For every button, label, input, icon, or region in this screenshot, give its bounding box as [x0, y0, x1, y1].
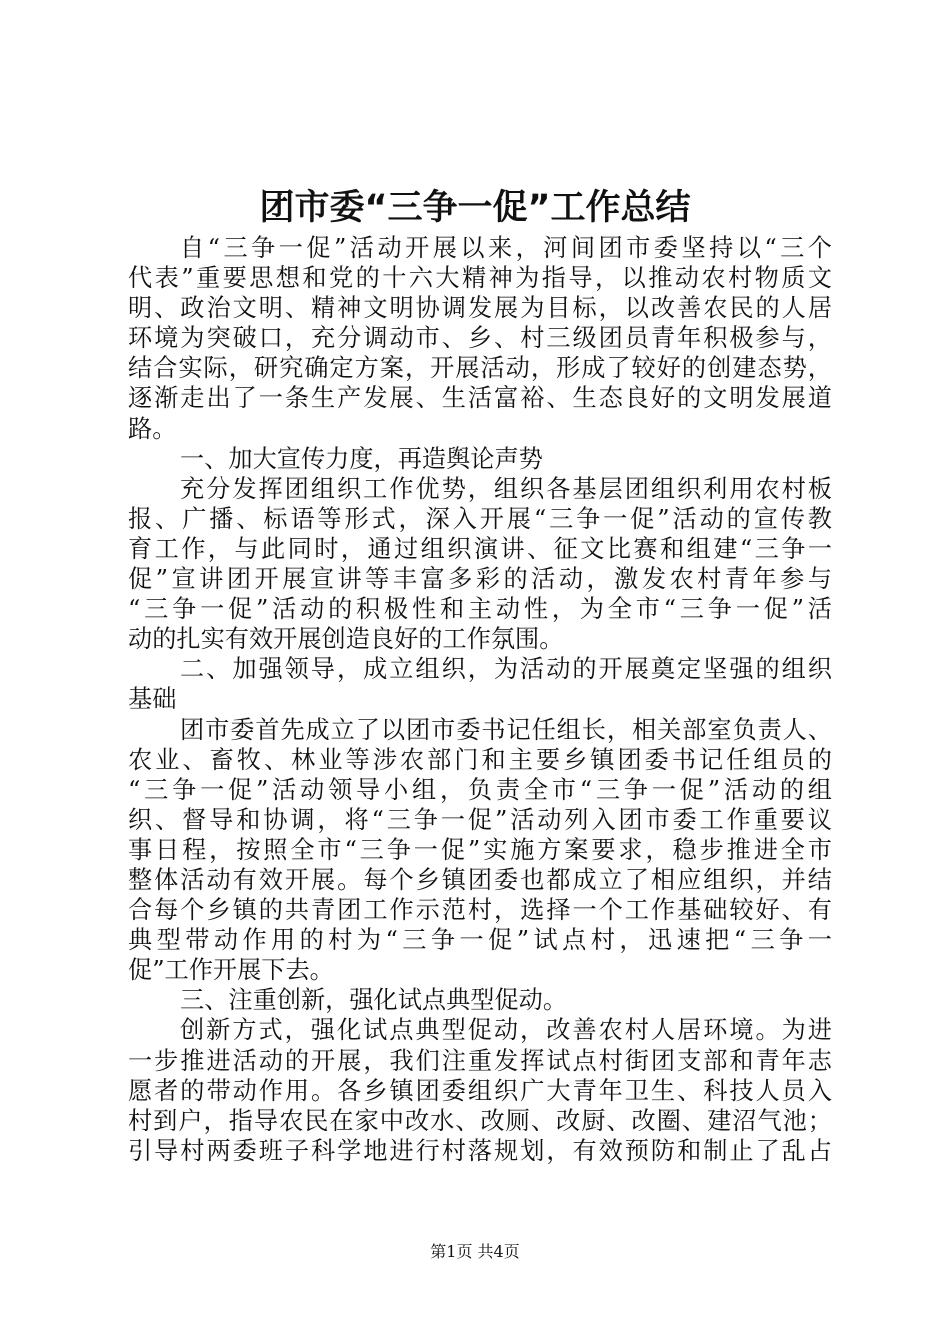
text-line: 报、广播、标语等形式，深入开展“三争一促”活动的宣传教	[128, 504, 832, 533]
text-line: 引导村两委班子科学地进行村落规划，有效预防和制止了乱占	[128, 1136, 832, 1165]
text-line: 一步推进活动的开展，我们注重发挥试点村街团支部和青年志	[128, 1046, 832, 1075]
text-line: 环境为突破口，充分调动市、乡、村三级团员青年积极参与，	[128, 324, 832, 353]
text-line: 愿者的带动作用。各乡镇团委组织广大青年卫生、科技人员入	[128, 1076, 832, 1105]
text-line: 基础	[128, 685, 177, 714]
document-body	[128, 233, 832, 1166]
page-footer: 第1页 共4页	[430, 1242, 520, 1261]
text-line: 织、督导和协调，将“三争一促”活动列入团市委工作重要议	[128, 805, 832, 834]
text-line: 合每个乡镇的共青团工作示范村，选择一个工作基础较好、有	[128, 896, 832, 925]
text-line: 逐渐走出了一条生产发展、生活富裕、生态良好的文明发展道	[128, 384, 832, 413]
text-line: 路。	[128, 414, 177, 443]
text-line: 结合实际，研究确定方案，开展活动，形成了较好的创建态势，	[128, 354, 832, 383]
text-line: 促”宣讲团开展宣讲等丰富多彩的活动，激发农村青年参与	[128, 565, 832, 594]
text-line: 三、注重创新，强化试点典型促动。	[180, 986, 568, 1015]
document-title: 团市委“三争一促”工作总结	[259, 188, 691, 228]
text-line: 动的扎实有效开展创造良好的工作氛围。	[128, 625, 564, 654]
text-line: 二、加强领导，成立组织，为活动的开展奠定坚强的组织	[180, 655, 832, 684]
text-line: 村到户，指导农民在家中改水、改厕、改厨、改圈、建沼气池；	[128, 1106, 832, 1135]
text-line: 整体活动有效开展。每个乡镇团委也都成立了相应组织，并结	[128, 865, 832, 894]
text-line: 团市委首先成立了以团市委书记任组长，相关部室负责人、	[180, 715, 832, 744]
text-line: 明、政治文明、精神文明协调发展为目标，以改善农民的人居	[128, 294, 832, 323]
text-line: 育工作，与此同时，通过组织演讲、征文比赛和组建“三争一	[128, 534, 832, 563]
text-line: 典型带动作用的村为“三争一促”试点村，迅速把“三争一	[128, 926, 832, 955]
text-line: 促”工作开展下去。	[128, 956, 334, 985]
text-line: 代表”重要思想和党的十六大精神为指导，以推动农村物质文	[128, 264, 832, 293]
text-line: 一、加大宣传力度，再造舆论声势	[180, 444, 543, 473]
text-line: 创新方式，强化试点典型促动，改善农村人居环境。为进	[180, 1016, 832, 1045]
text-line: “三争一促”活动领导小组，负责全市“三争一促”活动的组	[128, 775, 832, 804]
text-line: 农业、畜牧、林业等涉农部门和主要乡镇团委书记任组员的	[128, 745, 832, 774]
text-line: “三争一促”活动的积极性和主动性，为全市“三争一促”活	[128, 595, 832, 624]
text-line: 自“三争一促”活动开展以来，河间团市委坚持以“三个	[180, 234, 832, 262]
text-line: 充分发挥团组织工作优势，组织各基层团组织利用农村板	[180, 474, 832, 503]
text-line: 事日程，按照全市“三争一促”实施方案要求，稳步推进全市	[128, 835, 832, 864]
